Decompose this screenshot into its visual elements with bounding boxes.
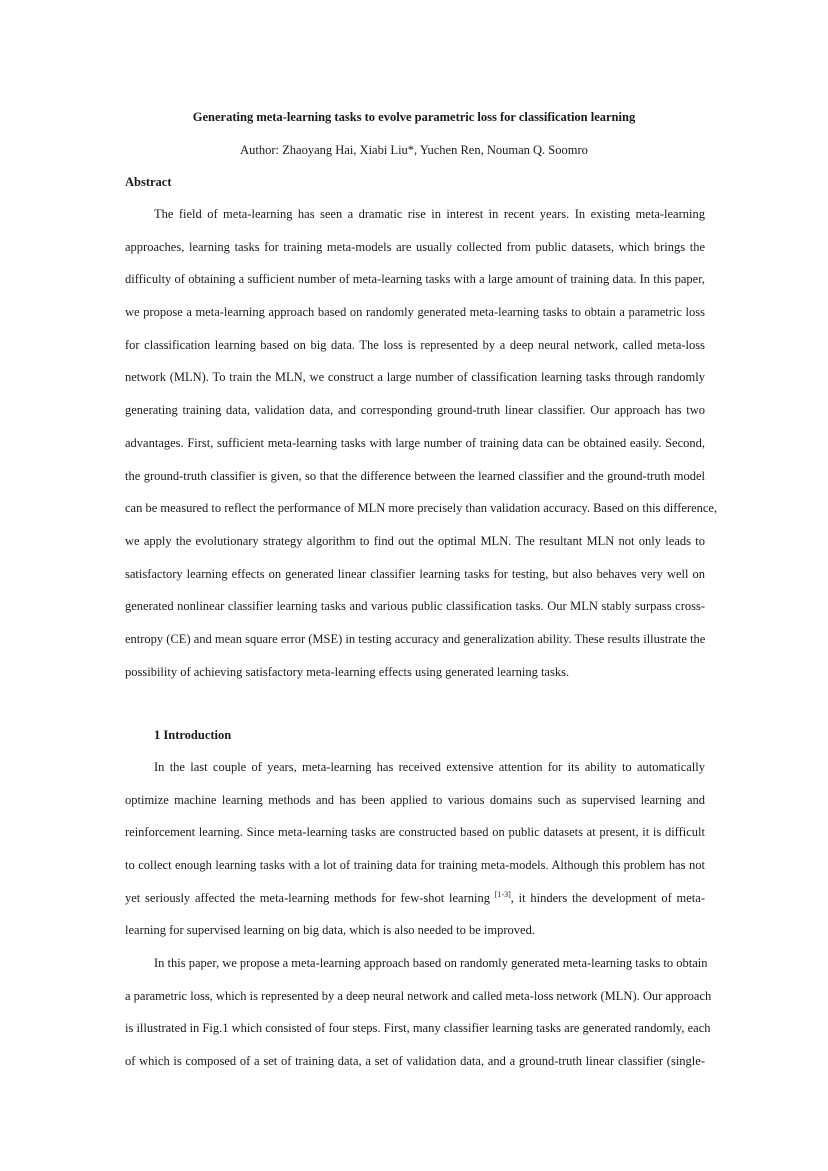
abstract-line: generating training data, validation data, and corresponding ground-truth linear classifier. Our approach has two bbox=[125, 403, 705, 418]
body-line: In this paper, we propose a meta-learning approach based on randomly generated meta-learning tasks to obtain bbox=[154, 956, 708, 970]
citation-reference: [1-3] bbox=[494, 889, 511, 899]
body-line: learning for supervised learning on big data, which is also needed to be improved. bbox=[125, 923, 535, 938]
paper-title: Generating meta-learning tasks to evolve parametric loss for classification learning bbox=[192, 110, 636, 124]
abstract-line: approaches, learning tasks for training meta-models are usually collected from public datasets, which brings the bbox=[125, 239, 705, 254]
body-text: yet seriously affected the meta-learning methods for few-shot learning bbox=[125, 890, 490, 905]
abstract-paragraph bbox=[125, 198, 718, 688]
body-line: a parametric loss, which is represented by a deep neural network and called meta-loss network (MLN). Our approach bbox=[125, 988, 712, 1003]
abstract-line: satisfactory learning effects on generated linear classifier learning tasks for testing, but also behaves very well on bbox=[125, 566, 705, 581]
body-line: reinforcement learning. Since meta-learning tasks are constructed based on public datasets at present, it is difficult bbox=[125, 825, 705, 840]
section-heading-introduction: 1 Introduction bbox=[154, 728, 232, 742]
abstract-line: for classification learning based on big data. The loss is represented by a deep neural network, called meta-loss bbox=[125, 337, 705, 352]
abstract-line: generated nonlinear classifier learning tasks and various public classification tasks. Our MLN stably surpass cross- bbox=[125, 599, 705, 614]
abstract-line: the ground-truth classifier is given, so that the difference between the learned classifier and the ground-truth model bbox=[125, 468, 705, 483]
abstract-line: we propose a meta-learning approach based on randomly generated meta-learning tasks to obtain a parametric loss bbox=[125, 305, 705, 320]
abstract-line: we apply the evolutionary strategy algorithm to find out the optimal MLN. The resultant MLN not only leads to bbox=[125, 533, 705, 548]
abstract-heading: Abstract bbox=[125, 175, 172, 189]
body-line-with-citation bbox=[125, 882, 705, 915]
body-line: is illustrated in Fig.1 which consisted of four steps. First, many classifier learning tasks are generated randomly, each bbox=[125, 1021, 711, 1036]
author-list: Author: Zhaoyang Hai, Xiabi Liu*, Yuchen Ren, Nouman Q. Soomro bbox=[240, 143, 588, 157]
abstract-line: can be measured to reflect the performance of MLN more precisely than validation accuracy. Based on this difference, bbox=[125, 501, 718, 516]
abstract-line: network (MLN). To train the MLN, we construct a large number of classification learning tasks through randomly bbox=[125, 370, 705, 385]
introduction-paragraph-1 bbox=[125, 751, 705, 947]
introduction-paragraph-2 bbox=[125, 947, 712, 1078]
abstract-line: entropy (CE) and mean square error (MSE) in testing accuracy and generalization ability. These results illustrate the bbox=[125, 631, 706, 646]
body-line: of which is composed of a set of training data, a set of validation data, and a ground-truth linear classifier (single- bbox=[125, 1054, 705, 1069]
body-line: In the last couple of years, meta-learning has received extensive attention for its ability to automatically bbox=[154, 760, 705, 774]
abstract-line: difficulty of obtaining a sufficient number of meta-learning tasks with a large amount of training data. In this paper, bbox=[125, 272, 705, 287]
abstract-line: The field of meta-learning has seen a dramatic rise in interest in recent years. In existing meta-learning bbox=[154, 207, 705, 221]
body-text: , it hinders the development of meta- bbox=[510, 890, 705, 905]
body-line: to collect enough learning tasks with a lot of training data for training meta-models. Although this problem has not bbox=[125, 858, 705, 873]
abstract-line: advantages. First, sufficient meta-learning tasks with large number of training data can be obtained easily. Second, bbox=[125, 435, 705, 450]
body-line: optimize machine learning methods and has been applied to various domains such as supervised learning and bbox=[125, 792, 705, 807]
abstract-line: possibility of achieving satisfactory meta-learning effects using generated learning tasks. bbox=[125, 664, 570, 679]
